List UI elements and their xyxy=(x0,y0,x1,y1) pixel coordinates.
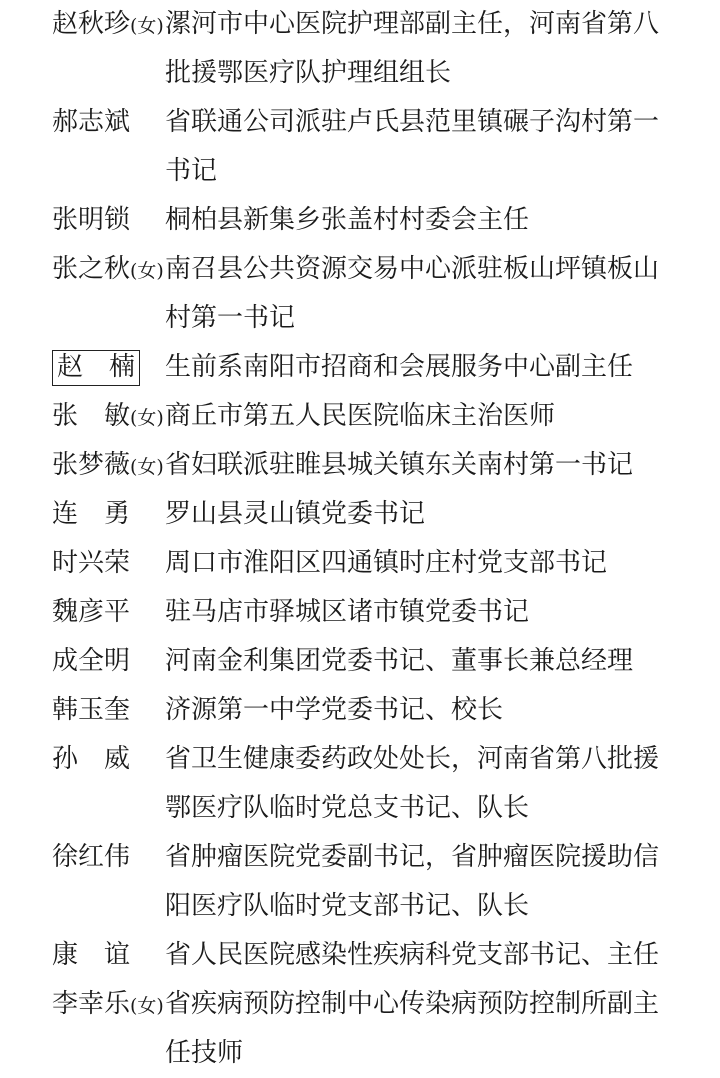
position-description xyxy=(165,686,695,735)
description-line: 漯河市中心医院护理部副主任，河南省第八 xyxy=(165,9,660,39)
position-description xyxy=(165,931,695,980)
name-text: 成全明 xyxy=(52,646,131,676)
name-text: 赵秋珍 xyxy=(52,9,131,39)
description-line: 济源第一中学党委书记、校长 xyxy=(165,695,504,725)
position-description xyxy=(165,0,695,98)
name-text: 张 敏 xyxy=(52,401,131,431)
description-line: 省疾病预防控制中心传染病预防控制所副主 xyxy=(165,989,660,1019)
description-line: 省人民医院感染性疾病科党支部书记、主任 xyxy=(165,940,660,970)
description-line: 任技师 xyxy=(165,1038,244,1068)
gender-marker: (女) xyxy=(130,995,164,1017)
person-name xyxy=(52,588,164,636)
position-description xyxy=(165,441,695,490)
position-description xyxy=(165,490,695,539)
description-line: 书记 xyxy=(165,156,218,186)
name-text: 张之秋 xyxy=(52,254,131,284)
description-line: 省联通公司派驻卢氏县范里镇碾子沟村第一 xyxy=(165,107,660,137)
name-text: 连 勇 xyxy=(52,499,131,529)
person-name xyxy=(52,441,164,489)
description-line: 鄂医疗队临时党总支书记、队长 xyxy=(165,793,530,823)
description-line: 省妇联派驻睢县城关镇东关南村第一书记 xyxy=(165,450,634,480)
name-text: 李幸乐 xyxy=(52,989,131,1019)
person-name xyxy=(52,0,164,48)
description-line: 南召县公共资源交易中心派驻板山坪镇板山 xyxy=(165,254,660,284)
person-name xyxy=(52,980,164,1028)
person-name xyxy=(52,931,164,979)
description-line: 批援鄂医疗队护理组组长 xyxy=(165,58,452,88)
position-description xyxy=(165,196,695,245)
position-description xyxy=(165,539,695,588)
position-description xyxy=(165,392,695,441)
person-name xyxy=(52,833,164,881)
person-name xyxy=(52,637,164,685)
person-name xyxy=(52,245,164,293)
description-line: 村第一书记 xyxy=(165,303,296,333)
name-text: 徐红伟 xyxy=(52,842,131,872)
name-text: 孙 威 xyxy=(52,744,131,774)
gender-marker: (女) xyxy=(130,407,164,429)
gender-marker: (女) xyxy=(130,15,164,37)
description-line: 商丘市第五人民医院临床主治医师 xyxy=(165,401,556,431)
position-description xyxy=(165,735,695,833)
person-name xyxy=(52,539,164,587)
name-text: 郝志斌 xyxy=(52,107,131,137)
position-description xyxy=(165,343,695,392)
person-name xyxy=(52,686,164,734)
description-line: 罗山县灵山镇党委书记 xyxy=(165,499,426,529)
name-text: 张明锁 xyxy=(52,205,131,235)
position-description xyxy=(165,588,695,637)
name-text: 魏彦平 xyxy=(52,597,131,627)
person-name xyxy=(52,343,164,391)
description-line: 阳医疗队临时党支部书记、队长 xyxy=(165,891,530,921)
name-text: 张梦薇 xyxy=(52,450,131,480)
description-line: 生前系南阳市招商和会展服务中心副主任 xyxy=(165,352,634,382)
name-text: 康 谊 xyxy=(52,940,131,970)
name-text: 韩玉奎 xyxy=(52,695,131,725)
position-description xyxy=(165,833,695,931)
name-text: 赵 楠 xyxy=(52,350,140,386)
person-name xyxy=(52,392,164,440)
position-description xyxy=(165,637,695,686)
description-line: 省卫生健康委药政处处长，河南省第八批援 xyxy=(165,744,660,774)
gender-marker: (女) xyxy=(130,260,164,282)
name-text: 时兴荣 xyxy=(52,548,131,578)
person-name xyxy=(52,490,164,538)
position-description xyxy=(165,980,695,1078)
gender-marker: (女) xyxy=(130,456,164,478)
description-line: 周口市淮阳区四通镇时庄村党支部书记 xyxy=(165,548,608,578)
description-line: 桐柏县新集乡张盖村村委会主任 xyxy=(165,205,530,235)
person-name xyxy=(52,196,164,244)
position-description xyxy=(165,245,695,343)
description-line: 省肿瘤医院党委副书记，省肿瘤医院援助信 xyxy=(165,842,660,872)
description-line: 驻马店市驿城区诸市镇党委书记 xyxy=(165,597,530,627)
description-line: 河南金利集团党委书记、董事长兼总经理 xyxy=(165,646,634,676)
person-name xyxy=(52,98,164,146)
person-name xyxy=(52,735,164,783)
position-description xyxy=(165,98,695,196)
